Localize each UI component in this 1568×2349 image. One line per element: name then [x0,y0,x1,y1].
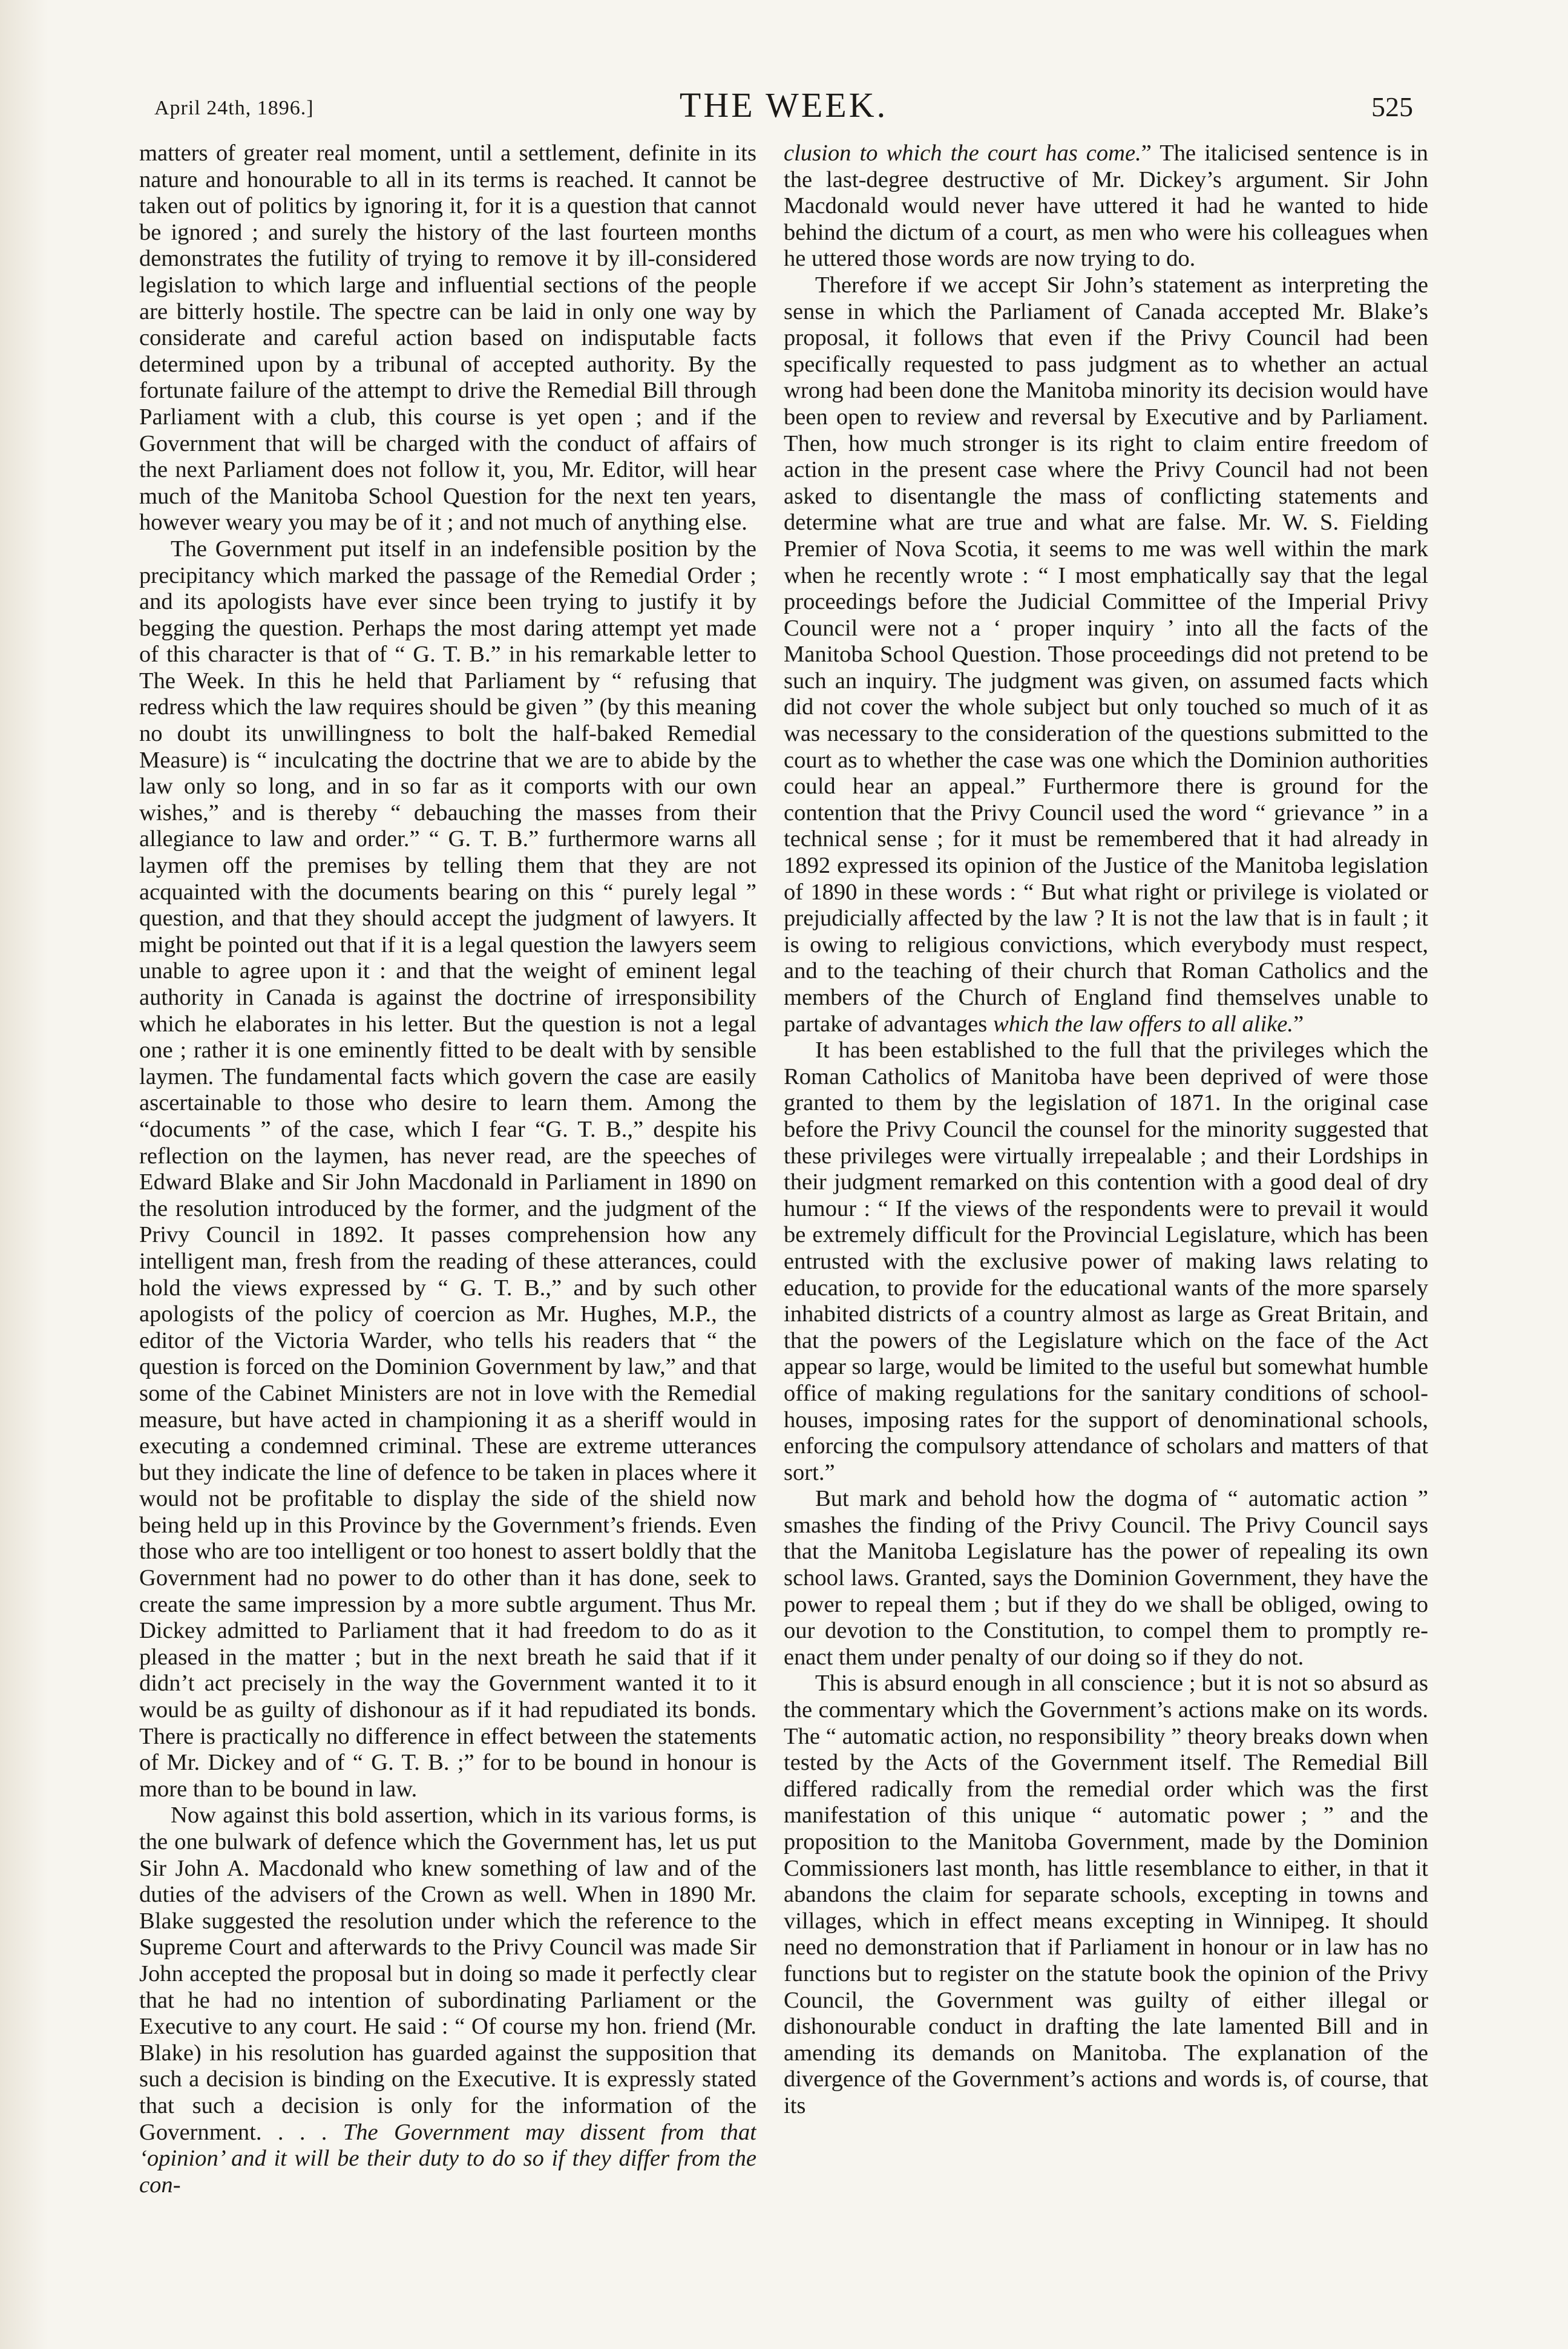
text-run: matters of greater real moment, until a settlement, definite in its nature and honourable to all in its terms is reached. It cannot be taken out of politics by ignoring it, for it is a question that cannot be ignored ; and surely the history of the last fourteen months demonstrates the futility of trying to remove it by ill-considered legislation to which large and influential sections of the people are bitterly hostile. The spectre can be laid in only one way by considerate and careful action based on indisputable facts determined upon by a tribunal of accepted authority. By the fortunate failure of the attempt to drive the Remedial Bill through Parliament with a club, this course is yet open ; and if the Government that will be charged with the conduct of affairs of the next Parliament does not follow it, you, Mr. Editor, will hear much of the Manitoba School Question for the next ten years, however weary you may be of it ; and not much of anything else. [139,140,756,536]
paragraph [139,1802,756,2198]
paragraph [784,140,1428,272]
running-head [154,85,1413,139]
italic-text: which the law offers to all alike. [992,1011,1294,1037]
text-run: The Government put itself in an indefensible position by the precipitancy which marked the passage of the Remedial Order ; and its apologists have ever since been trying to justify it by begging the question. Perhaps the most daring attempt yet made of this character is that of “ G. T. B.” in his remarkable letter to The Week. In this he held that Parliament by “ refusing that redress which the law requires should be given ” (by this meaning no doubt its unwillingness to bolt the half-baked Remedial Measure) is “ inculcating the doctrine that we are to abide by the law only so long, and in so far as it comports with our own wishes,” and is thereby “ debauching the masses from their allegiance to law and order.” “ G. T. B.” furthermore warns all laymen off the premises by telling them that they are not acquainted with the documents bearing on this “ purely legal ” question, and that they should accept the judgment of lawyers. It might be pointed out that if it is a legal question the lawyers seem unable to agree upon it : and that the weight of eminent legal authority in Canada is against the doctrine of irresponsibility which he elaborates in his letter. But the question is not a legal one ; rather it is one eminently fitted to be dealt with by sensible laymen. The fundamental facts which govern the case are easily ascertainable to those who desire to learn them. Among the “documents ” of the case, which I fear “G. T. B.,” despite his reflection on the laymen, has never read, are the speeches of Edward Blake and Sir John Macdonald in Parliament in 1890 on the resolution introduced by the former, and the judgment of the Privy Council in 1892. It passes comprehension how any intelligent man, fresh from the reading of these atterances, could hold the views expressed by “ G. T. B.,” and by such other apologists of the policy of coercion as Mr. Hughes, M.P., the editor of the Victoria Warder, who tells his readers that “ the question is forced on the Dominion Government by law,” and that some of the Cabinet Ministers are not in love with the Remedial measure, but have acted in championing it as a sheriff would in executing a condemned criminal. These are extreme utterances but they indicate the line of defence to be taken in places where it would not be profitable to display the side of the shield now being held up in this Province by the Government’s friends. Even those who are too intelligent or too honest to assert boldly that the Government had no power to do other than it has done, seek to create the same impression by a more subtle argument. Thus Mr. Dickey admitted to Parliament that it had freedom to do as it pleased in the matter ; but in the next breath he said that if it didn’t act precisely in the way the Government wanted it to it would be as guilty of dishonour as if it had repudiated its bonds. There is practically no difference in effect between the statements of Mr. Dickey and of “ G. T. B. ;” for to be bound in honour is more than to be bound in law. [139,536,756,1802]
paragraph [784,1671,1428,2119]
left-column [139,140,756,2307]
page-number: 525 [1371,91,1413,122]
issue-date: April 24th, 1896.] [154,97,314,119]
paragraph [139,536,756,1803]
text-run: But mark and behold how the dogma of “ automatic action ” smashes the finding of the Privy Council. The Privy Council says that the Manitoba Legislature has the power of repealing its own school laws. Granted, says the Dominion Government, they have the power to repeal them ; but if they do we shall be obliged, owing to our devotion to the Constitution, to compel them to promptly re-enact them under penalty of our doing so if they do not. [784,1486,1428,1670]
text-run: ” [1293,1011,1304,1037]
right-column [784,140,1428,2307]
italic-text: clusion to which the court has come. [784,140,1141,166]
italic-text: The Government may dissent from that ‘opinion’ and it will be their duty to do so if they differ from the con- [139,2119,756,2198]
text-run: It has been established to the full that the privileges which the Roman Catholics of Manitoba have been deprived of were those granted to them by the legislation of 1871. In the original case before the Privy Council the counsel for the minority suggested that these privileges were virtually irrepealable ; and their Lordships in their judgment remarked on this contention with a good deal of dry humour : “ If the views of the respondents were to prevail it would be extremely difficult for the Provincial Legislature, which has been entrusted with the exclusive power of making laws relating to education, to provide for the educational wants of the more sparsely inhabited districts of a country almost as large as Great Britain, and that the powers of the Legislature which on the face of the Act appear so large, would be limited to the useful but somewhat humble office of making regulations for the sanitary conditions of school-houses, imposing rates for the support of denominational schools, enforcing the compulsory attendance of scholars and matters of that sort.” [784,1037,1428,1485]
paragraph [784,1037,1428,1486]
text-run: ” The italicised sentence is in the last-degree destructive of Mr. Dickey’s argument. Sir John Macdonald would never have uttered it had he wanted to hide behind the dictum of a court, as men who were his colleagues when he uttered those words are now trying to do. [784,140,1428,272]
paragraph [139,140,756,536]
paragraph [784,1486,1428,1671]
text-run: This is absurd enough in all conscience ; but it is not so absurd as the commentary which the Government’s actions make on its words. The “ automatic action, no responsibility ” theory breaks down when tested by the Acts of the Government itself. The Remedial Bill differed radically from the remedial order which was the first manifestation of this unique “ automatic power ; ” and the proposition to the Manitoba Government, made by the Dominion Commissioners last month, has little resemblance to either, in that it abandons the claim for separate schools, excepting in towns and villages, which in effect means excepting in Winnipeg. It should need no demonstration that if Parliament in honour or in law has no functions but to register on the statute book the opinion of the Privy Council, the Government was guilty of either illegal or dishonourable conduct in drafting the late lamented Bill and in amending its demands on Manitoba. The explanation of the divergence of the Government’s actions and words is, of course, that its [784,1671,1428,2118]
paragraph [784,272,1428,1037]
publication-title: THE WEEK. [679,85,888,125]
page-edge-shadow [0,0,48,2349]
text-run: Therefore if we accept Sir John’s statement as interpreting the sense in which the Parliament of Canada accepted Mr. Blake’s proposal, it follows that even if the Privy Council had been specifically requested to pass judgment as to whether an actual wrong had been done the Manitoba minority its decision would have been open to review and reversal by Executive and by Parliament. Then, how much stronger is its right to claim entire freedom of action in the present case where the Privy Council had not been asked to disentangle the mass of conflicting statements and determine what are true and what are false. Mr. W. S. Fielding Premier of Nova Scotia, it seems to me was well within the mark when he recently wrote : “ I most emphatically say that the legal proceedings before the Judicial Committee of the Imperial Privy Council were not a ‘ proper inquiry ’ into all the facts of the Manitoba School Question. Those proceedings did not pretend to be such an inquiry. The judgment was given, on assumed facts which did not cover the whole subject but only touched so much of it as was necessary to the consideration of the questions submitted to the court as to whether the case was one which the Dominion authorities could hear an appeal.” Furthermore there is ground for the contention that the Privy Council used the word “ grievance ” in a technical sense ; for it must be remembered that it had already in 1892 expressed its opinion of the Justice of the Manitoba legislation of 1890 in these words : “ But what right or privilege is violated or prejudicially affected by the law ? It is not the law that is in fault ; it is owing to religious convictions, which everybody must respect, and to the teaching of their church that Roman Catholics and the members of the Church of England find themselves unable to partake of advantages [784,272,1428,1037]
text-run: Now against this bold assertion, which in its various forms, is the one bulwark of defence which the Government has, let us put Sir John A. Macdonald who knew something of law and of the duties of the advisers of the Crown as well. When in 1890 Mr. Blake suggested the resolution under which the reference to the Supreme Court and afterwards to the Privy Council was made Sir John accepted the proposal but in doing so made it perfectly clear that he had no intention of subordinating Parliament or the Executive to any court. He said : “ Of course my hon. friend (Mr. Blake) in his resolution has guarded against the supposition that such a decision is binding on the Executive. It is expressly stated that such a decision is only for the information of the Government. . . . [139,1802,756,2145]
